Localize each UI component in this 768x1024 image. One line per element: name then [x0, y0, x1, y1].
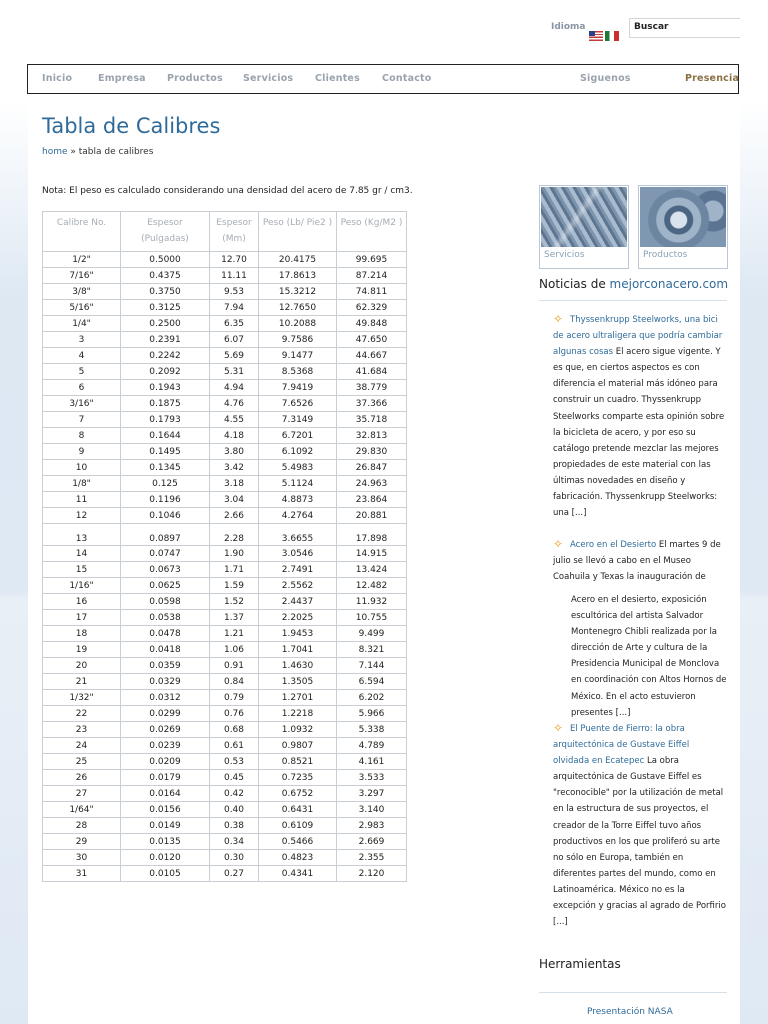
table-cell: 0.0105	[121, 866, 210, 882]
table-cell: 0.1943	[121, 380, 210, 396]
table-cell: 3.18	[210, 476, 259, 492]
table-cell: 11	[43, 492, 121, 508]
search-input[interactable]: Buscar	[629, 18, 740, 38]
top-bar	[0, 0, 768, 60]
servicios-caption[interactable]: Servicios	[544, 250, 585, 260]
table-row	[43, 396, 407, 412]
table-cell: 11.932	[337, 594, 407, 610]
news-item-link[interactable]: Acero en el Desierto	[570, 540, 657, 550]
table-cell: 26.847	[337, 460, 407, 476]
table-cell: 4.789	[337, 738, 407, 754]
table-cell: 7.144	[337, 658, 407, 674]
table-row	[43, 738, 407, 754]
table-cell: 25	[43, 754, 121, 770]
table-cell: 0.0299	[121, 706, 210, 722]
table-cell: 5.338	[337, 722, 407, 738]
table-cell: 4.161	[337, 754, 407, 770]
table-cell: 0.42	[210, 786, 259, 802]
table-cell: 1.37	[210, 610, 259, 626]
table-row	[43, 508, 407, 524]
table-cell: 22	[43, 706, 121, 722]
table-row	[43, 594, 407, 610]
news-item-text: El acero sigue vigente. Y es que, en ciertos aspectos es con diferencia el material más idóneo para construir un cuadro. Thyssenkrupp Steelworks comparte esta opinión sobre la bicicleta de acero, y por eso su catálogo pretende mezclar las mejores propiedades de este material con las últimas novedades en diseño y fabricación. Thyssenkrupp Steelworks: una [...]	[553, 347, 725, 519]
header-espesor-pulgadas: Espesor (Pulgadas)	[121, 212, 210, 252]
table-cell: 15.3212	[259, 284, 337, 300]
table-cell: 3.04	[210, 492, 259, 508]
table-cell: 1.52	[210, 594, 259, 610]
table-row	[43, 460, 407, 476]
table-cell: 19	[43, 642, 121, 658]
nav-item-productos[interactable]: Productos	[167, 73, 223, 84]
table-cell: 1/2"	[43, 252, 121, 268]
table-cell: 5.4983	[259, 460, 337, 476]
table-cell: 0.38	[210, 818, 259, 834]
table-row	[43, 524, 407, 546]
table-cell: 2.355	[337, 850, 407, 866]
table-cell: 44.667	[337, 348, 407, 364]
table-cell: 7/16"	[43, 268, 121, 284]
table-cell: 0.1875	[121, 396, 210, 412]
table-cell: 0.8521	[259, 754, 337, 770]
table-cell: 0.2391	[121, 332, 210, 348]
news-heading	[539, 277, 728, 291]
news-item-link[interactable]: El Puente de Fierro: la obra arquitectónica de Gustave Eiffel olvidada en Ecatepec	[553, 724, 690, 767]
table-cell: 37.366	[337, 396, 407, 412]
table-cell: 74.811	[337, 284, 407, 300]
table-cell: 47.650	[337, 332, 407, 348]
productos-caption[interactable]: Productos	[643, 250, 688, 260]
main-nav	[27, 64, 739, 94]
news-item-continued: Acero en el desierto, exposición escultórica del artista Salvador Montenegro Chibli realizada por la dirección de Arte y cultura de la Presidencia Municipal de Monclova en coordinación con Altos Hornos de México. En el acto estuvieron presentes [...]	[571, 595, 727, 718]
table-cell: 26	[43, 770, 121, 786]
table-row	[43, 754, 407, 770]
table-row	[43, 690, 407, 706]
table-cell: 0.0156	[121, 802, 210, 818]
table-cell: 0.0747	[121, 546, 210, 562]
table-cell: 1.2701	[259, 690, 337, 706]
table-cell: 0.4341	[259, 866, 337, 882]
table-cell: 24	[43, 738, 121, 754]
nav-item-inicio[interactable]: Inicio	[42, 73, 73, 84]
table-cell: 0.0359	[121, 658, 210, 674]
news-heading-site-link[interactable]: mejorconacero.com	[609, 277, 729, 291]
table-row	[43, 412, 407, 428]
density-note: Nota: El peso es calculado considerando una densidad del acero de 7.85 gr / cm3.	[42, 186, 413, 196]
table-cell: 3	[43, 332, 121, 348]
table-cell: 10	[43, 460, 121, 476]
table-row	[43, 610, 407, 626]
table-cell: 30	[43, 850, 121, 866]
table-row	[43, 706, 407, 722]
table-row	[43, 316, 407, 332]
table-cell: 1.90	[210, 546, 259, 562]
table-cell: 0.0149	[121, 818, 210, 834]
table-row	[43, 722, 407, 738]
table-cell: 3.42	[210, 460, 259, 476]
table-cell: 0.6109	[259, 818, 337, 834]
table-cell: 0.1345	[121, 460, 210, 476]
table-cell: 2.4437	[259, 594, 337, 610]
table-cell: 1/64"	[43, 802, 121, 818]
breadcrumb-home-link[interactable]: home	[42, 147, 68, 157]
table-cell: 0.76	[210, 706, 259, 722]
table-cell: 4	[43, 348, 121, 364]
table-cell: 29	[43, 834, 121, 850]
table-cell: 18	[43, 626, 121, 642]
news-item-link[interactable]: Thyssenkrupp Steelworks, una bici de acero ultraligera que podría cambiar algunas cosas	[553, 315, 723, 358]
flag-us-icon[interactable]	[589, 31, 603, 41]
table-row	[43, 300, 407, 316]
news-star-icon: ✧	[553, 537, 564, 551]
table-cell: 9.53	[210, 284, 259, 300]
table-cell: 0.0164	[121, 786, 210, 802]
table-cell: 0.7235	[259, 770, 337, 786]
table-row	[43, 674, 407, 690]
table-cell: 0.0478	[121, 626, 210, 642]
table-cell: 16	[43, 594, 121, 610]
header-peso-kg: Peso (Kg/M2 )	[337, 212, 407, 252]
table-cell: 0.53	[210, 754, 259, 770]
table-cell: 0.0312	[121, 690, 210, 706]
gauge-table-body	[43, 252, 407, 882]
table-row	[43, 770, 407, 786]
table-cell: 4.94	[210, 380, 259, 396]
table-cell: 6.594	[337, 674, 407, 690]
productos-image[interactable]	[640, 187, 726, 247]
table-cell: 5/16"	[43, 300, 121, 316]
table-cell: 49.848	[337, 316, 407, 332]
table-row	[43, 252, 407, 268]
table-row	[43, 444, 407, 460]
header-peso-lb: Peso (Lb/ Pie2 )	[259, 212, 337, 252]
news-item	[553, 312, 728, 521]
table-row	[43, 626, 407, 642]
table-cell: 35.718	[337, 412, 407, 428]
table-cell: 9	[43, 444, 121, 460]
news-star-icon: ✧	[553, 312, 564, 326]
table-cell: 3.297	[337, 786, 407, 802]
table-row	[43, 428, 407, 444]
table-cell: 3/16"	[43, 396, 121, 412]
table-cell: 41.684	[337, 364, 407, 380]
table-cell: 20	[43, 658, 121, 674]
table-cell: 7.9419	[259, 380, 337, 396]
table-cell: 1.06	[210, 642, 259, 658]
table-cell: 8.5368	[259, 364, 337, 380]
table-cell: 8.321	[337, 642, 407, 658]
table-row	[43, 284, 407, 300]
table-cell: 0.5000	[121, 252, 210, 268]
table-cell: 12.7650	[259, 300, 337, 316]
table-row	[43, 850, 407, 866]
news-star-icon: ✧	[553, 721, 564, 735]
table-cell: 1.9453	[259, 626, 337, 642]
tools-divider	[539, 992, 727, 993]
servicios-image[interactable]	[541, 187, 627, 247]
table-row	[43, 332, 407, 348]
table-cell: 0.2500	[121, 316, 210, 332]
table-cell: 4.8873	[259, 492, 337, 508]
table-cell: 5.69	[210, 348, 259, 364]
table-cell: 4.2764	[259, 508, 337, 524]
table-cell: 13.424	[337, 562, 407, 578]
table-cell: 3.533	[337, 770, 407, 786]
table-row	[43, 476, 407, 492]
table-cell: 5.1124	[259, 476, 337, 492]
table-cell: 0.1644	[121, 428, 210, 444]
table-cell: 2.66	[210, 508, 259, 524]
table-cell: 0.84	[210, 674, 259, 690]
table-cell: 99.695	[337, 252, 407, 268]
table-cell: 0.61	[210, 738, 259, 754]
table-cell: 3.0546	[259, 546, 337, 562]
flag-mx-icon[interactable]	[605, 31, 619, 41]
table-cell: 87.214	[337, 268, 407, 284]
table-cell: 0.40	[210, 802, 259, 818]
table-cell: 0.0329	[121, 674, 210, 690]
table-cell: 17	[43, 610, 121, 626]
table-cell: 0.0209	[121, 754, 210, 770]
table-cell: 0.0135	[121, 834, 210, 850]
table-cell: 6.07	[210, 332, 259, 348]
table-cell: 20.4175	[259, 252, 337, 268]
table-cell: 1.59	[210, 578, 259, 594]
table-row	[43, 578, 407, 594]
table-cell: 0.9807	[259, 738, 337, 754]
table-cell: 9.499	[337, 626, 407, 642]
table-cell: 0.1196	[121, 492, 210, 508]
table-cell: 11.11	[210, 268, 259, 284]
news-divider	[539, 300, 727, 301]
table-cell: 5.31	[210, 364, 259, 380]
table-cell: 0.4823	[259, 850, 337, 866]
table-cell: 12.482	[337, 578, 407, 594]
breadcrumb	[42, 147, 153, 157]
table-cell: 6.7201	[259, 428, 337, 444]
table-cell: 15	[43, 562, 121, 578]
news-item	[553, 537, 728, 585]
table-cell: 6.1092	[259, 444, 337, 460]
table-cell: 0.0897	[121, 524, 210, 546]
servicios-thumbnail[interactable]	[539, 185, 629, 269]
page-title: Tabla de Calibres	[42, 114, 221, 138]
nav-item-contacto[interactable]: Contacto	[382, 73, 432, 84]
table-cell: 29.830	[337, 444, 407, 460]
table-cell: 17.898	[337, 524, 407, 546]
table-cell: 0.2242	[121, 348, 210, 364]
table-header-row	[43, 212, 407, 252]
table-cell: 13	[43, 524, 121, 546]
table-cell: 1/16"	[43, 578, 121, 594]
news-item-text: La obra arquitectónica de Gustave Eiffel es "reconocible" por la utilización de metal en la estructura de sus proyectos, el creador de la Torre Eiffel tuvo años productivos en los que proliferó su arte no sólo en Europa, también en diferentes partes del mundo, como en Latinoamérica. México no es la excepción y gracias al agrado de Porfirio [...]	[553, 756, 726, 928]
table-cell: 0.1495	[121, 444, 210, 460]
table-cell: 1.0932	[259, 722, 337, 738]
table-cell: 7.3149	[259, 412, 337, 428]
table-cell: 0.125	[121, 476, 210, 492]
news-item	[553, 721, 728, 930]
table-cell: 9.7586	[259, 332, 337, 348]
gauge-table	[42, 211, 407, 882]
news-heading-prefix: Noticias de	[539, 277, 610, 291]
table-row	[43, 562, 407, 578]
table-cell: 0.1046	[121, 508, 210, 524]
header-espesor-mm: Espesor (Mm)	[210, 212, 259, 252]
table-cell: 1.7041	[259, 642, 337, 658]
table-cell: 0.68	[210, 722, 259, 738]
table-cell: 21	[43, 674, 121, 690]
table-cell: 1.2218	[259, 706, 337, 722]
productos-thumbnail[interactable]	[638, 185, 728, 269]
table-cell: 20.881	[337, 508, 407, 524]
table-cell: 0.0538	[121, 610, 210, 626]
table-cell: 1.71	[210, 562, 259, 578]
table-cell: 7.6526	[259, 396, 337, 412]
table-cell: 0.6431	[259, 802, 337, 818]
table-cell: 1.4630	[259, 658, 337, 674]
table-cell: 4.55	[210, 412, 259, 428]
language-label: Idioma	[551, 22, 586, 32]
table-cell: 0.4375	[121, 268, 210, 284]
nav-item-clientes[interactable]: Clientes	[315, 73, 360, 84]
table-cell: 14	[43, 546, 121, 562]
table-cell: 0.5466	[259, 834, 337, 850]
table-cell: 0.45	[210, 770, 259, 786]
table-row	[43, 834, 407, 850]
table-cell: 0.6752	[259, 786, 337, 802]
table-cell: 0.1793	[121, 412, 210, 428]
table-cell: 0.3125	[121, 300, 210, 316]
table-cell: 7	[43, 412, 121, 428]
table-cell: 38.779	[337, 380, 407, 396]
table-cell: 32.813	[337, 428, 407, 444]
table-cell: 14.915	[337, 546, 407, 562]
table-cell: 12.70	[210, 252, 259, 268]
header-calibre: Calibre No.	[43, 212, 121, 252]
table-cell: 1.21	[210, 626, 259, 642]
news-item-text: El martes 9 de julio se llevó a cabo en el Museo Coahuila y Texas la inauguración de	[553, 540, 721, 583]
table-cell: 0.2092	[121, 364, 210, 380]
table-cell: 10.755	[337, 610, 407, 626]
table-cell: 3/8"	[43, 284, 121, 300]
table-cell: 1/32"	[43, 690, 121, 706]
table-cell: 0.0598	[121, 594, 210, 610]
table-row	[43, 268, 407, 284]
breadcrumb-current: tabla de calibres	[78, 147, 154, 157]
table-cell: 2.669	[337, 834, 407, 850]
table-cell: 0.0239	[121, 738, 210, 754]
table-cell: 1/4"	[43, 316, 121, 332]
table-cell: 5	[43, 364, 121, 380]
table-row	[43, 786, 407, 802]
table-cell: 2.983	[337, 818, 407, 834]
nav-item-presencia[interactable]: Presencia	[685, 73, 740, 84]
table-cell: 0.0269	[121, 722, 210, 738]
table-row	[43, 348, 407, 364]
table-cell: 12	[43, 508, 121, 524]
table-cell: 4.76	[210, 396, 259, 412]
table-cell: 0.0625	[121, 578, 210, 594]
nav-item-siguenos[interactable]: Siguenos	[580, 73, 631, 84]
table-cell: 0.27	[210, 866, 259, 882]
table-cell: 6.35	[210, 316, 259, 332]
table-cell: 0.79	[210, 690, 259, 706]
table-row	[43, 364, 407, 380]
table-row	[43, 866, 407, 882]
table-row	[43, 802, 407, 818]
table-cell: 4.18	[210, 428, 259, 444]
table-cell: 3.6655	[259, 524, 337, 546]
table-cell: 0.3750	[121, 284, 210, 300]
table-row	[43, 658, 407, 674]
table-cell: 24.963	[337, 476, 407, 492]
table-cell: 0.34	[210, 834, 259, 850]
table-cell: 0.0673	[121, 562, 210, 578]
table-cell: 0.0418	[121, 642, 210, 658]
tool-link-nasa[interactable]: Presentación NASA	[587, 1007, 673, 1017]
table-cell: 10.2088	[259, 316, 337, 332]
table-cell: 5.966	[337, 706, 407, 722]
table-row	[43, 546, 407, 562]
table-cell: 3.140	[337, 802, 407, 818]
table-cell: 27	[43, 786, 121, 802]
table-cell: 2.7491	[259, 562, 337, 578]
table-cell: 1/8"	[43, 476, 121, 492]
breadcrumb-separator: »	[67, 147, 79, 157]
table-cell: 1.3505	[259, 674, 337, 690]
table-cell: 23.864	[337, 492, 407, 508]
table-cell: 2.120	[337, 866, 407, 882]
table-cell: 0.0179	[121, 770, 210, 786]
table-cell: 2.2025	[259, 610, 337, 626]
table-cell: 3.80	[210, 444, 259, 460]
table-cell: 2.28	[210, 524, 259, 546]
table-row	[43, 380, 407, 396]
table-cell: 17.8613	[259, 268, 337, 284]
table-cell: 31	[43, 866, 121, 882]
table-cell: 8	[43, 428, 121, 444]
table-cell: 7.94	[210, 300, 259, 316]
table-cell: 23	[43, 722, 121, 738]
tools-heading: Herramientas	[539, 957, 621, 971]
table-cell: 62.329	[337, 300, 407, 316]
nav-item-empresa[interactable]: Empresa	[98, 73, 146, 84]
table-cell: 6.202	[337, 690, 407, 706]
table-cell: 6	[43, 380, 121, 396]
table-row	[43, 642, 407, 658]
nav-item-servicios[interactable]: Servicios	[243, 73, 294, 84]
table-cell: 0.91	[210, 658, 259, 674]
table-cell: 28	[43, 818, 121, 834]
table-cell: 9.1477	[259, 348, 337, 364]
table-cell: 2.5562	[259, 578, 337, 594]
table-row	[43, 492, 407, 508]
table-row	[43, 818, 407, 834]
table-cell: 0.0120	[121, 850, 210, 866]
table-cell: 0.30	[210, 850, 259, 866]
